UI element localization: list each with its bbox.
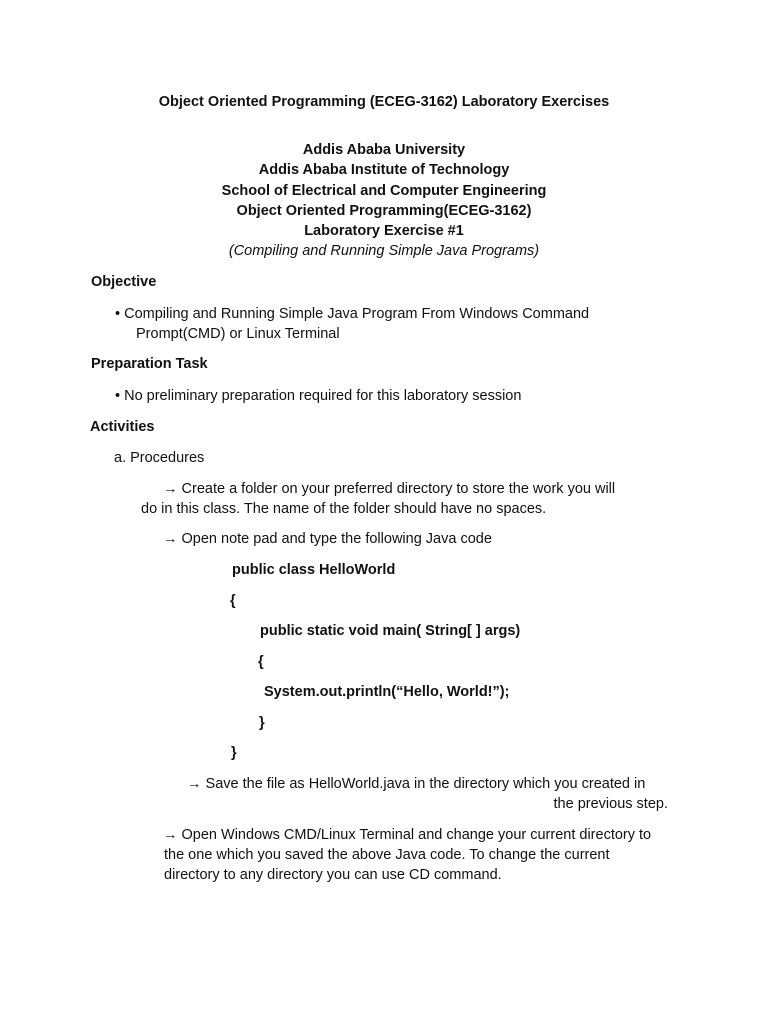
- preparation-heading: Preparation Task: [91, 356, 208, 372]
- document-title: Object Oriented Programming (ECEG-3162) Laboratory Exercises: [158, 94, 610, 110]
- step1-line2: do in this class. The name of the folder should have no spaces.: [141, 501, 547, 517]
- code-line-class: public class HelloWorld: [232, 562, 396, 578]
- exercise-number: Laboratory Exercise #1: [304, 223, 464, 239]
- university-name: Addis Ababa University: [302, 142, 466, 158]
- procedures-label: a. Procedures: [114, 450, 205, 466]
- code-line-main: public static void main( String[ ] args): [260, 623, 521, 639]
- step4-line2: the one which you saved the above Java code. To change the current: [164, 847, 610, 863]
- step4-line1: → Open Windows CMD/Linux Terminal and change your current directory to: [163, 827, 652, 843]
- code-line-println: System.out.println(“Hello, World!”);: [264, 684, 510, 700]
- code-line-close-brace: }: [231, 745, 237, 761]
- school-name: School of Electrical and Computer Engineering: [221, 183, 547, 199]
- exercise-subtitle: (Compiling and Running Simple Java Programs): [228, 243, 540, 259]
- code-line-main-open-brace: {: [258, 654, 264, 670]
- objective-bullet-line2: Prompt(CMD) or Linux Terminal: [136, 326, 340, 342]
- step2-text: → Open note pad and type the following Java code: [163, 531, 492, 547]
- code-line-open-brace: {: [230, 593, 236, 609]
- course-name: Object Oriented Programming(ECEG-3162): [236, 203, 532, 219]
- code-line-main-close-brace: }: [259, 715, 265, 731]
- objective-bullet-line1: • Compiling and Running Simple Java Program From Windows Command: [115, 306, 590, 322]
- step3-line2: the previous step.: [553, 796, 668, 812]
- preparation-bullet: • No preliminary preparation required for this laboratory session: [115, 388, 522, 404]
- step4-line3: directory to any directory you can use CD command.: [164, 867, 502, 883]
- objective-heading: Objective: [91, 274, 157, 290]
- institute-name: Addis Ababa Institute of Technology: [258, 162, 510, 178]
- activities-heading: Activities: [90, 419, 155, 435]
- step3-line1: → Save the file as HelloWorld.java in the directory which you created in: [187, 776, 646, 792]
- step1-line1: → Create a folder on your preferred directory to store the work you will: [163, 481, 616, 497]
